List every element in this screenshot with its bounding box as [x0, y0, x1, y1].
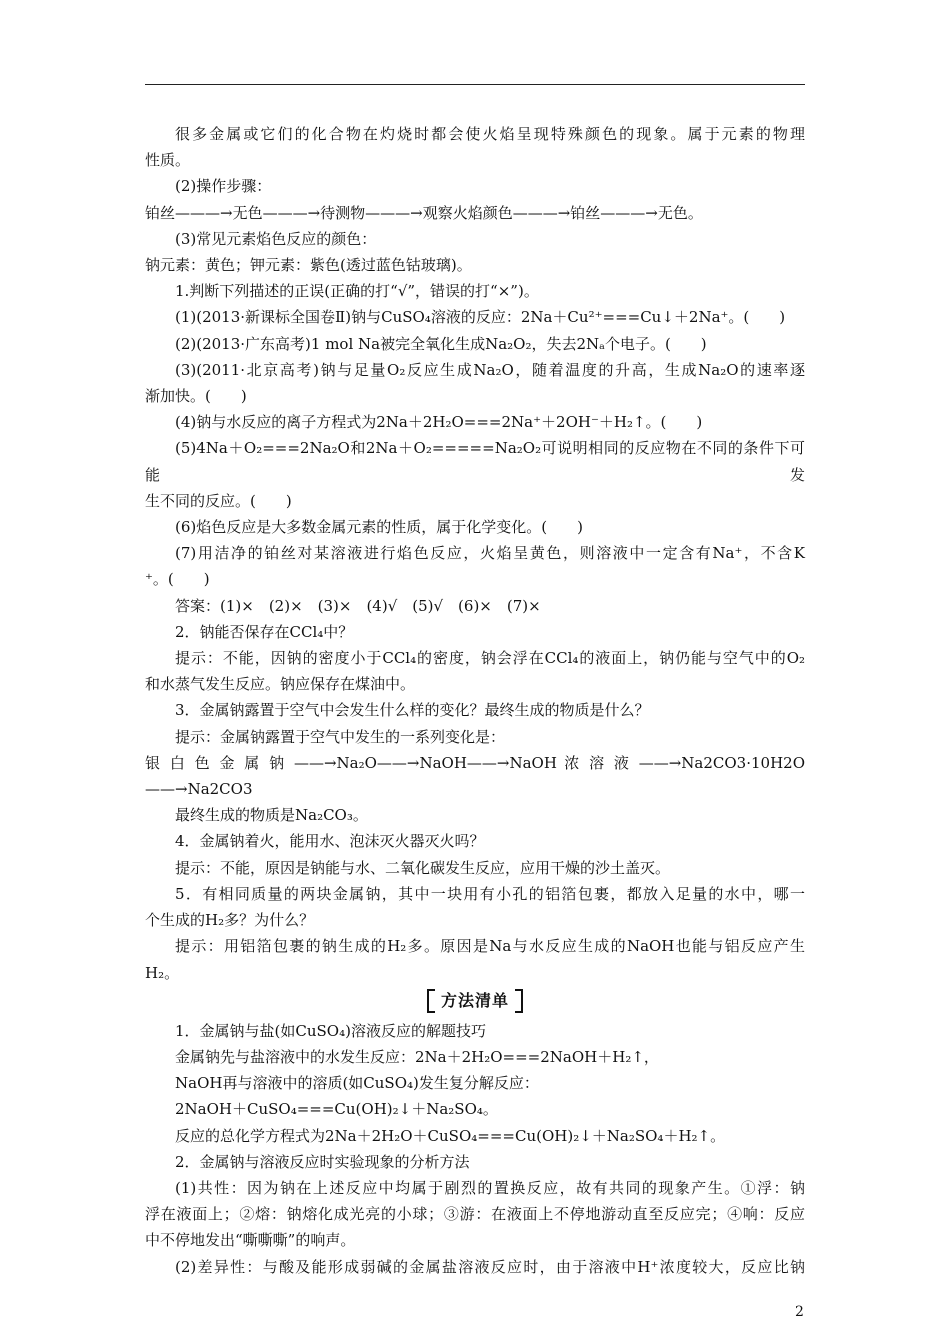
hint-line: 提示：用铝箔包裹的钠生成的H₂多。原因是Na与水反应生成的NaOH也能与铝反应产生 [175, 937, 805, 956]
question-line: (3)(2011·北京高考)钠与足量O₂反应生成Na₂O，随着温度的升高，生成Na₂O的速率逐 [175, 360, 805, 379]
document-body [145, 121, 805, 1280]
question-line: 3．金属钠露置于空气中会发生什么样的变化？最终生成的物质是什么？ [175, 701, 650, 720]
question-line: (1)(2013·新课标全国卷Ⅱ)钠与CuSO₄溶液的反应：2Na＋Cu²⁺===Cu↓＋2Na⁺。( ) [175, 308, 786, 327]
question-line: (2)(2013·广东高考)1 mol Na被完全氧化生成Na₂O₂，失去2Nₐ个电子。( ) [175, 334, 707, 353]
page-number: 2 [795, 1304, 804, 1320]
chain-line: 银 白 色 金 属 钠 ——→Na₂O——→NaOH——→NaOH 浓 溶 液 ——→Na2CO3·10H2O [145, 753, 805, 772]
method-line: NaOH再与溶液中的溶质(如CuSO₄)发生复分解反应： [175, 1074, 539, 1093]
text-line: 铂丝———→无色———→待测物———→观察火焰颜色———→铂丝———→无色。 [145, 203, 703, 222]
text-line: 钠元素：黄色；钾元素：紫色(透过蓝色钴玻璃)。 [145, 256, 472, 275]
text-line: 1.判断下列描述的正误(正确的打“√”，错误的打“×”)。 [175, 282, 539, 301]
method-line: 金属钠先与盐溶液中的水发生反应：2Na＋2H₂O===2NaOH＋H₂↑， [175, 1047, 659, 1066]
hint-line: 和水蒸气发生反应。钠应保存在煤油中。 [145, 675, 416, 694]
method-line: 浮在液面上；②熔：钠熔化成光亮的小球；③游：在液面上不停地游动直至反应完；④响：反应 [145, 1205, 805, 1224]
hint-line: 最终生成的物质是Na₂CO₃。 [175, 806, 368, 825]
hint-line: H₂。 [145, 963, 180, 982]
method-line: (1)共性：因为钠在上述反应中均属于剧烈的置换反应，故有共同的现象产生。①浮：钠 [175, 1178, 805, 1197]
question-line: (5)4Na＋O₂===2Na₂O和2Na＋O₂=====Na₂O₂可说明相同的反应物在不同的条件下可能发 [145, 439, 805, 484]
question-line: (6)焰色反应是大多数金属元素的性质，属于化学变化。( ) [175, 518, 583, 537]
answer-line: 答案：(1)× (2)× (3)× (4)√ (5)√ (6)× (7)× [175, 596, 541, 615]
method-line: 2．金属钠与溶液反应时实验现象的分析方法 [175, 1152, 470, 1171]
hint-line: 提示：金属钠露置于空气中发生的一系列变化是： [175, 727, 506, 746]
section-heading: 方法清单 [427, 989, 523, 1013]
header-rule [145, 84, 805, 85]
chain-line: ——→Na2CO3 [145, 780, 253, 799]
question-line: (4)钠与水反应的离子方程式为2Na＋2H₂O===2Na⁺＋2OH⁻＋H₂↑。( ) [175, 413, 703, 432]
text-line: (3)常见元素焰色反应的颜色： [175, 229, 377, 248]
question-line: 个生成的H₂多？为什么？ [145, 911, 315, 930]
text-line: 性质。 [145, 151, 191, 170]
question-line: 渐加快。( ) [145, 387, 247, 406]
method-line: 1．金属钠与盐(如CuSO₄)溶液反应的解题技巧 [175, 1021, 486, 1040]
method-line: (2)差异性：与酸及能形成弱碱的金属盐溶液反应时，由于溶液中H⁺浓度较大，反应比钠 [175, 1257, 805, 1276]
method-line: 中不停地发出“嘶嘶嘶”的响声。 [145, 1231, 356, 1250]
hint-line: 提示：不能，因钠的密度小于CCl₄的密度，钠会浮在CCl₄的液面上，钠仍能与空气中的O₂ [175, 649, 805, 668]
method-line: 2NaOH＋CuSO₄===Cu(OH)₂↓＋Na₂SO₄。 [175, 1100, 498, 1119]
question-line: ⁺。( ) [145, 570, 210, 589]
section-heading-wrap [145, 986, 805, 1018]
question-line: 4．金属钠着火，能用水、泡沫灭火器灭火吗？ [175, 832, 485, 851]
hint-line: 提示：不能，原因是钠能与水、二氧化碳发生反应，应用干燥的沙土盖灭。 [175, 858, 671, 877]
question-line: 2．钠能否保存在CCl₄中？ [175, 622, 354, 641]
question-line: 生不同的反应。( ) [145, 491, 292, 510]
method-line: 反应的总化学方程式为2Na＋2H₂O＋CuSO₄===Cu(OH)₂↓＋Na₂SO₄＋H₂↑。 [175, 1126, 726, 1145]
text-line: (2)操作步骤： [175, 177, 272, 196]
text-line: 很多金属或它们的化合物在灼烧时都会使火焰呈现特殊颜色的现象。属于元素的物理 [175, 125, 805, 143]
question-line: (7)用洁净的铂丝对某溶液进行焰色反应，火焰呈黄色，则溶液中一定含有Na⁺，不含K [175, 544, 805, 563]
question-line: 5．有相同质量的两块金属钠，其中一块用有小孔的铝箔包裹，都放入足量的水中，哪一 [175, 884, 805, 903]
